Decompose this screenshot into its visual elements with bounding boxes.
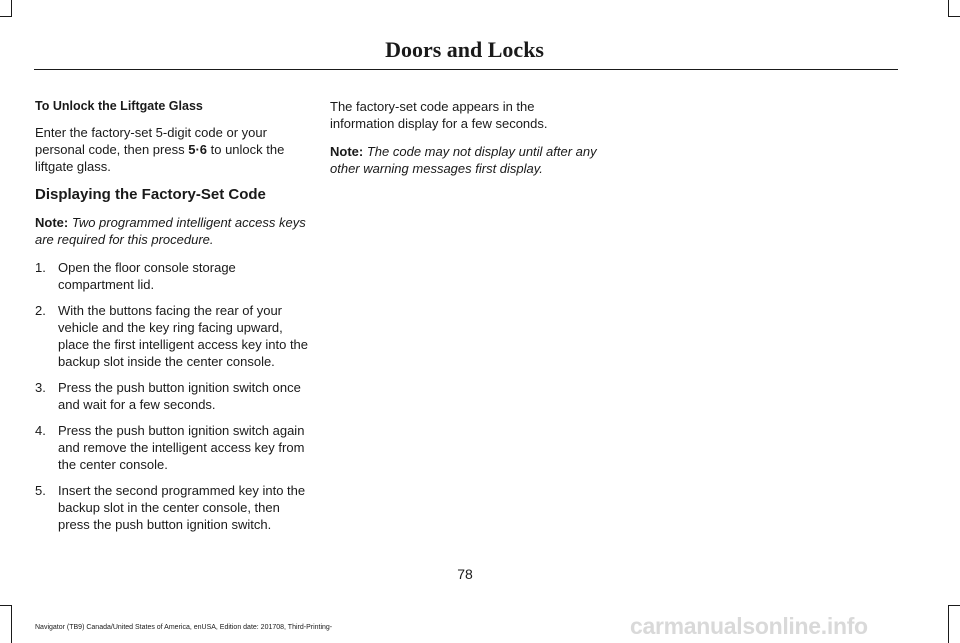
crop-mark-top-left-horizontal <box>0 16 12 17</box>
note-label: Note: <box>35 215 69 230</box>
list-item <box>35 482 310 533</box>
crop-mark-bottom-left-horizontal <box>0 605 12 606</box>
step-text: Open the floor console storage compartment lid. <box>58 260 236 292</box>
list-item <box>35 422 310 473</box>
crop-mark-bottom-left-vertical <box>11 605 12 643</box>
step-number: 4. <box>35 423 46 438</box>
crop-mark-top-right-horizontal <box>948 16 960 17</box>
list-item <box>35 302 310 370</box>
header-divider <box>34 69 898 70</box>
liftgate-text-start: Enter the factory-set 5-digit code or your personal code, then press <box>35 125 267 157</box>
page-title: Doors and Locks <box>385 37 544 62</box>
list-item <box>35 259 310 293</box>
left-column <box>35 98 310 542</box>
note-label: Note: <box>330 144 364 159</box>
right-column <box>330 98 600 188</box>
page-number: 78 <box>457 566 473 582</box>
crop-mark-top-left-vertical <box>11 0 12 17</box>
crop-mark-bottom-right-vertical <box>948 605 949 643</box>
step-number: 3. <box>35 380 46 395</box>
code-display-paragraph: The factory-set code appears in the information display for a few seconds. <box>330 99 548 131</box>
section-heading: Displaying the Factory-Set Code <box>35 186 266 203</box>
step-text: With the buttons facing the rear of your vehicle and the key ring facing upward, place the first intelligent access key into the backup slot inside the center console. <box>58 303 309 369</box>
note-paragraph <box>35 214 310 248</box>
crop-mark-bottom-right-horizontal <box>948 605 960 606</box>
note-text: Two programmed intelligent access keys are required for this procedure. <box>35 215 306 247</box>
step-text: Press the push button ignition switch again and remove the intelligent access key from the center console. <box>58 423 305 472</box>
step-number: 5. <box>35 483 46 498</box>
liftgate-paragraph <box>35 124 310 175</box>
keypad-code: 5·6 <box>188 142 208 157</box>
crop-mark-top-right-vertical <box>948 0 949 17</box>
step-number: 2. <box>35 303 46 318</box>
step-text: Press the push button ignition switch once and wait for a few seconds. <box>58 380 301 412</box>
procedure-steps <box>35 259 310 533</box>
list-item <box>35 379 310 413</box>
edition-footer: Navigator (TB9) Canada/United States of America, enUSA, Edition date: 201708, Third-Printing- <box>35 624 333 631</box>
note-text: The code may not display until after any other warning messages first display. <box>330 144 597 176</box>
watermark: carmanualsonline.info <box>630 613 868 639</box>
warning-note-paragraph <box>330 143 600 177</box>
step-text: Insert the second programmed key into the backup slot in the center console, then press the push button ignition switch. <box>58 483 306 532</box>
liftgate-subheading: To Unlock the Liftgate Glass <box>35 99 203 113</box>
step-number: 1. <box>35 260 46 275</box>
liftgate-text-end: to unlock the liftgate glass. <box>35 142 285 174</box>
